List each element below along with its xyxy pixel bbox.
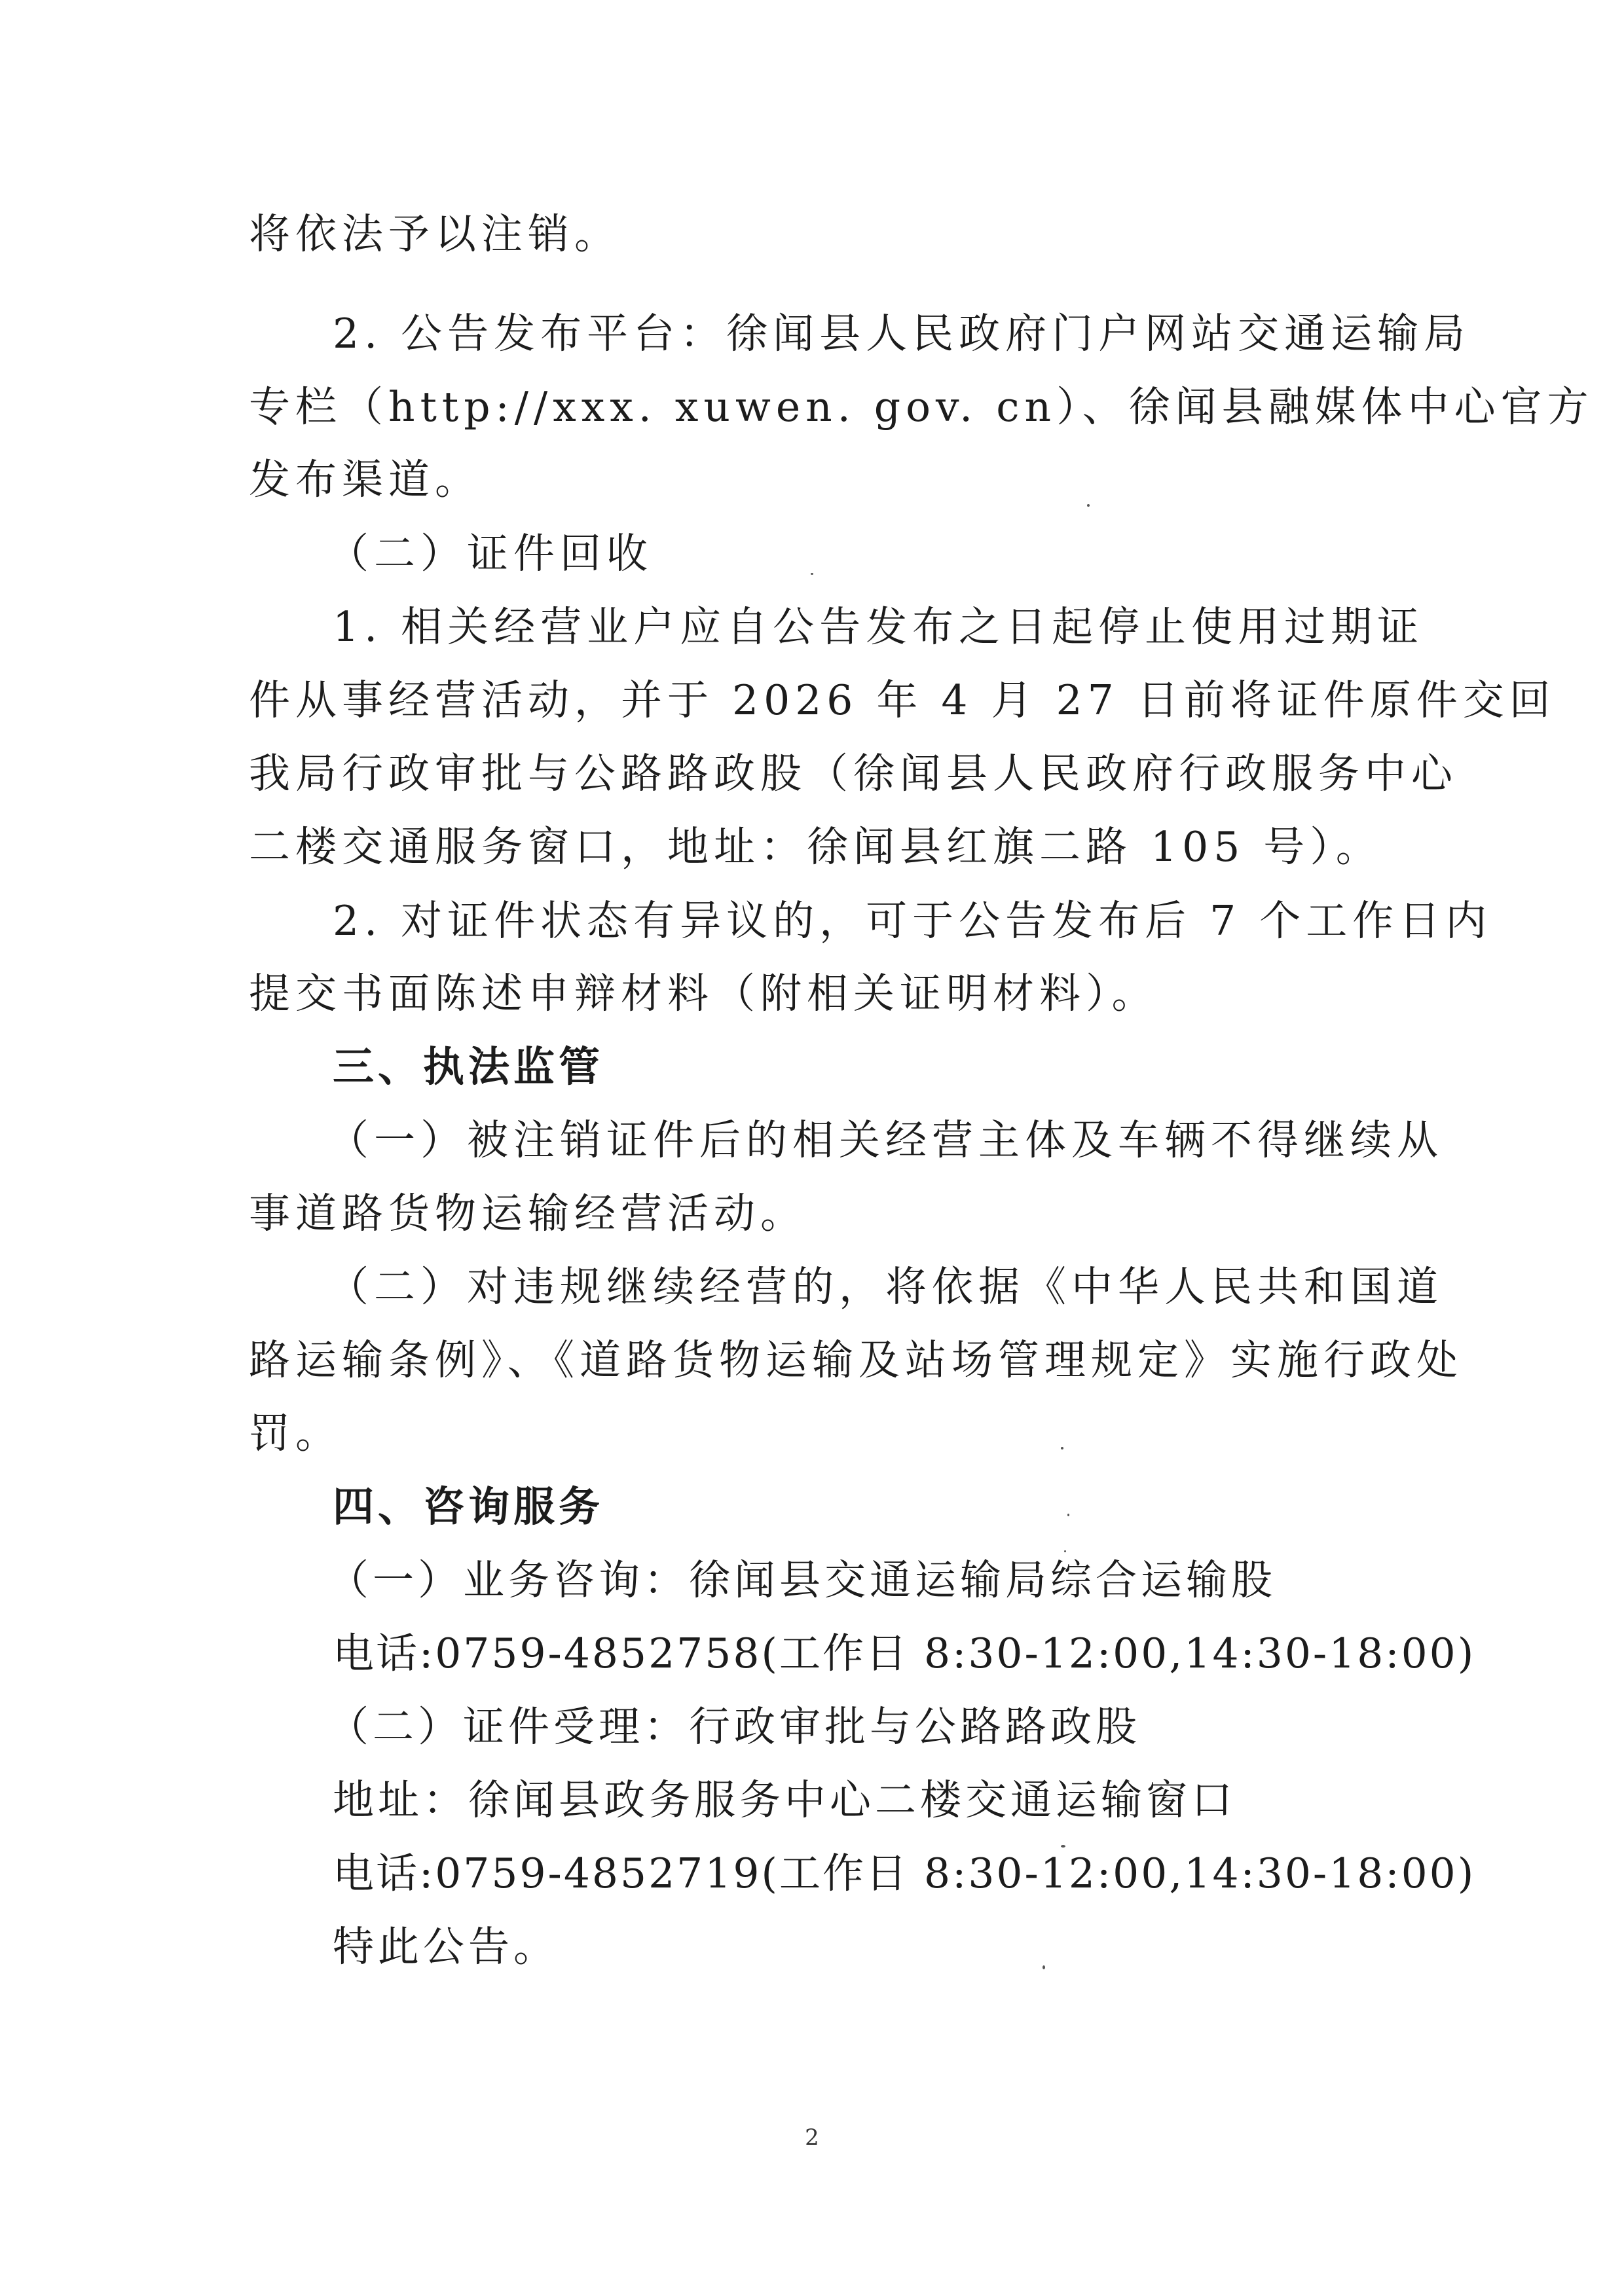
text-line: 2. 对证件状态有异议的，可于公告发布后 7 个工作日内 [333,897,1492,945]
section-heading: 四、咨询服务 [333,1483,604,1531]
text-line: 2. 公告发布平台：徐闻县人民政府门户网站交通运输局 [333,310,1471,357]
text-line: 罚。 [249,1410,342,1457]
scan-speck [1043,1965,1045,1969]
text-line: （二）证件受理：行政审批与公路路政股 [327,1703,1141,1751]
text-line: 1. 相关经营业户应自公告发布之日起停止使用过期证 [333,603,1424,651]
section-heading: 三、执法监管 [333,1043,604,1091]
contact-phone: 电话:0759-4852758(工作日 8:30-12:00,14:30-18:00) [333,1630,1476,1677]
page-number: 2 [805,2124,819,2151]
scan-speck [1067,1514,1069,1516]
text-line: 事道路货物运输经营活动。 [249,1190,807,1237]
scan-speck [1061,1845,1065,1848]
text-line: 提交书面陈述申辩材料（附相关证明材料）。 [249,970,1158,1017]
text-line: 路运输条例》、《道路货物运输及站场管理规定》实施行政处 [249,1336,1463,1384]
section-subheading: （二）证件回收 [327,530,653,577]
text-line: 我局行政审批与公路路政股（徐闻县人民政府行政服务中心 [249,750,1458,797]
scan-speck [1061,1447,1063,1449]
scan-speck [811,573,813,575]
text-line: 件从事经营活动，并于 2026 年 4 月 27 日前将证件原件交回 [249,676,1556,724]
text-line: 二楼交通服务窗口，地址：徐闻县红旗二路 105 号）。 [249,823,1382,871]
text-line: （二）对违规继续经营的，将依据《中华人民共和国道 [327,1263,1443,1311]
scan-speck [1087,504,1090,507]
text-line: （一）业务咨询：徐闻县交通运输局综合运输股 [327,1556,1276,1604]
contact-phone: 电话:0759-4852719(工作日 8:30-12:00,14:30-18:00) [333,1850,1476,1897]
text-line: （一）被注销证件后的相关经营主体及车辆不得继续从 [327,1116,1443,1164]
text-line: 发布渠道。 [249,456,481,503]
contact-address: 地址：徐闻县政务服务中心二楼交通运输窗口 [333,1776,1236,1824]
text-line: 专栏（http://xxx. xuwen. gov. cn）、徐闻县融媒体中心官方 [249,383,1594,431]
text-line: 将依法予以注销。 [249,210,621,258]
closing-line: 特此公告。 [333,1923,559,1971]
scan-speck [1064,1550,1066,1552]
